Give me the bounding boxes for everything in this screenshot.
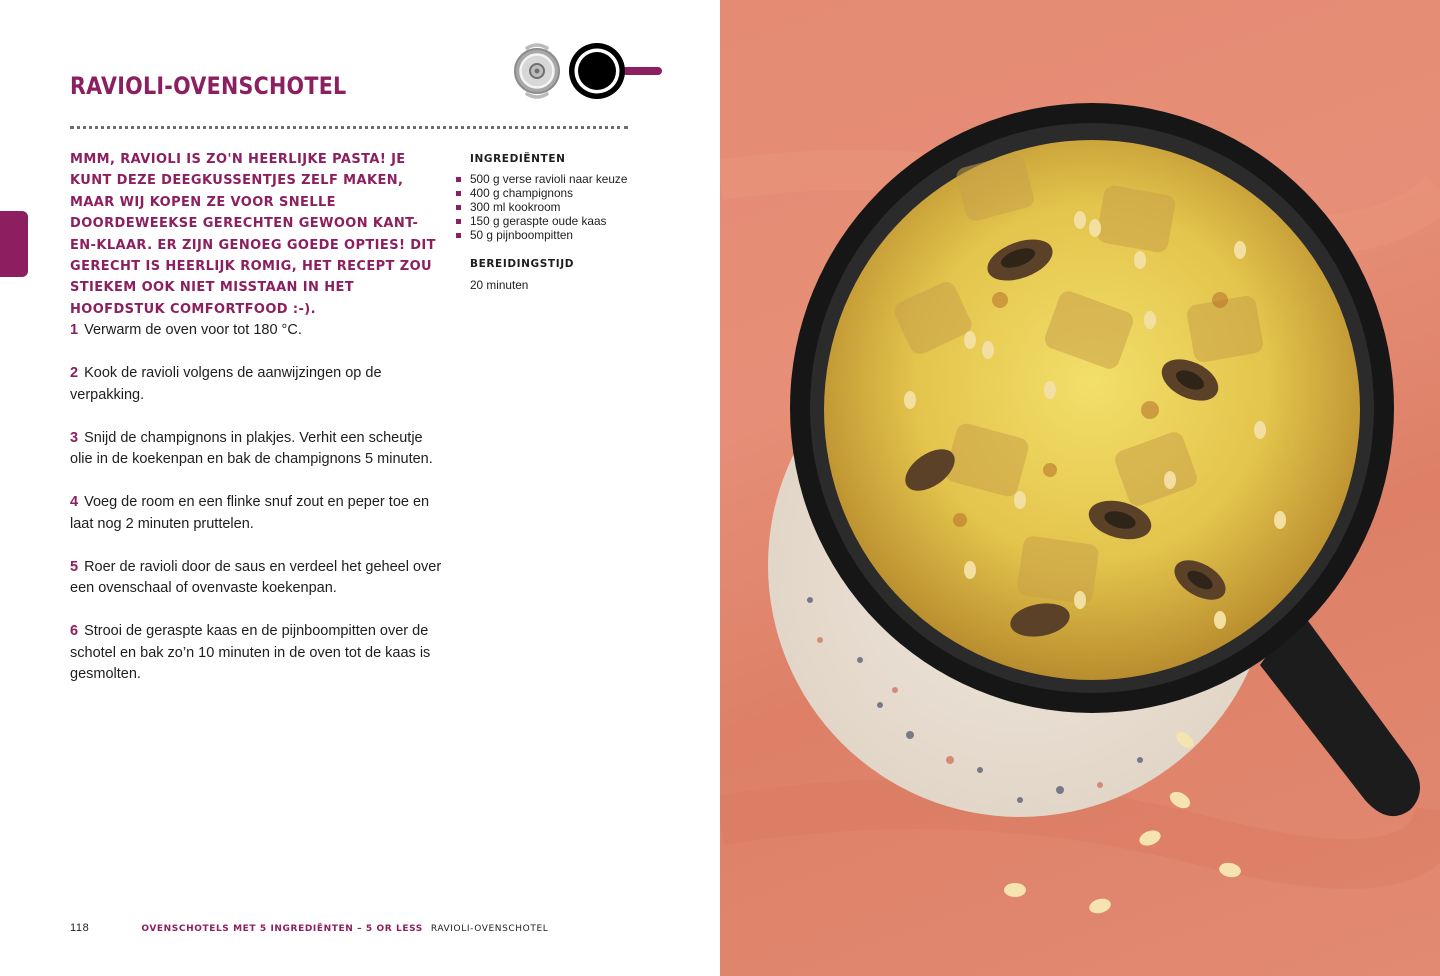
ingredients-heading: INGREDIËNTEN <box>470 153 566 165</box>
ingredient-item <box>456 228 627 242</box>
step-number: 2 <box>70 364 79 381</box>
recipe-step <box>70 363 442 406</box>
footer-chapter: OVENSCHOTELS MET 5 INGREDIËNTEN – 5 OR LESS <box>141 924 423 934</box>
step-text: Strooi de geraspte kaas en de pijnboompitten over de schotel en bak zo’n 10 minuten in de oven tot de kaas is gesmolten. <box>70 623 431 683</box>
recipe-step <box>70 320 442 342</box>
ravioli-skillet-photo <box>720 0 1440 976</box>
right-page <box>720 0 1440 976</box>
recipe-step <box>70 492 442 535</box>
bullet-square-icon <box>456 205 461 210</box>
ingredient-text: 500 g verse ravioli naar keuze <box>470 172 628 186</box>
step-text: Snijd de champignons in plakjes. Verhit een scheutje olie in de koekenpan en bak de champignons 5 minuten. <box>70 429 433 468</box>
step-number: 5 <box>70 558 79 575</box>
title-divider <box>70 126 628 129</box>
casserole-pot-icon <box>512 42 562 100</box>
step-number: 6 <box>70 623 79 640</box>
bullet-square-icon <box>456 191 461 196</box>
bullet-square-icon <box>456 233 461 238</box>
ingredient-item <box>456 214 627 228</box>
step-text: Voeg de room en een flinke snuf zout en peper toe en laat nog 2 minuten pruttelen. <box>70 494 430 532</box>
step-text: Roer de ravioli door de saus en verdeel het geheel over een ovenschaal of ovenvaste koekenpan. <box>70 558 442 597</box>
ingredient-item <box>456 172 627 186</box>
ingredients-list <box>456 172 627 242</box>
page-number: 118 <box>70 922 90 934</box>
recipe-intro: MMM, RAVIOLI IS ZO'N HEERLIJKE PASTA! JE KUNT DEZE DEEGKUSSENTJES ZELF MAKEN, MAAR WIJ KOPEN ZE VOOR SNELLE DOORDEWEEKSE GERECHTEN GEWOON KANT-EN-KLAAR. ER ZIJN GENOEG GOEDE OPTIES! DIT GERECHT IS HEERLIJK ROMIG, HET RECEPT ZOU STIEKEM OOK NIET MISSTAAN IN HET HOOFDSTUK COMFORTFOOD :-). <box>70 152 436 317</box>
step-number: 4 <box>70 494 79 511</box>
ingredient-text: 50 g pijnboompitten <box>470 228 573 242</box>
bullet-square-icon <box>456 219 461 224</box>
recipe-title: RAVIOLI-OVENSCHOTEL <box>70 72 347 100</box>
prep-time-value: 20 minuten <box>470 278 529 292</box>
ingredient-item <box>456 186 627 200</box>
prep-time-heading: BEREIDINGSTIJD <box>470 258 575 270</box>
recipe-step <box>70 557 442 600</box>
recipe-step <box>70 428 442 471</box>
ingredient-text: 300 ml kookroom <box>470 200 561 214</box>
step-number: 1 <box>70 322 79 338</box>
footer-recipe-name: RAVIOLI-OVENSCHOTEL <box>430 924 549 934</box>
step-text: Kook de ravioli volgens de aanwijzingen op de verpakking. <box>70 364 382 403</box>
ingredient-text: 150 g geraspte oude kaas <box>470 214 607 228</box>
ingredient-item <box>456 200 627 214</box>
recipe-steps <box>70 320 442 707</box>
recipe-step <box>70 621 442 686</box>
chapter-tab <box>0 211 28 277</box>
bullet-square-icon <box>456 177 461 182</box>
step-number: 3 <box>70 429 79 446</box>
step-text: Verwarm de oven voor tot 180 °C. <box>84 322 302 338</box>
ingredient-text: 400 g champignons <box>470 186 573 200</box>
page-footer <box>70 922 548 934</box>
frying-pan-icon <box>568 42 664 100</box>
